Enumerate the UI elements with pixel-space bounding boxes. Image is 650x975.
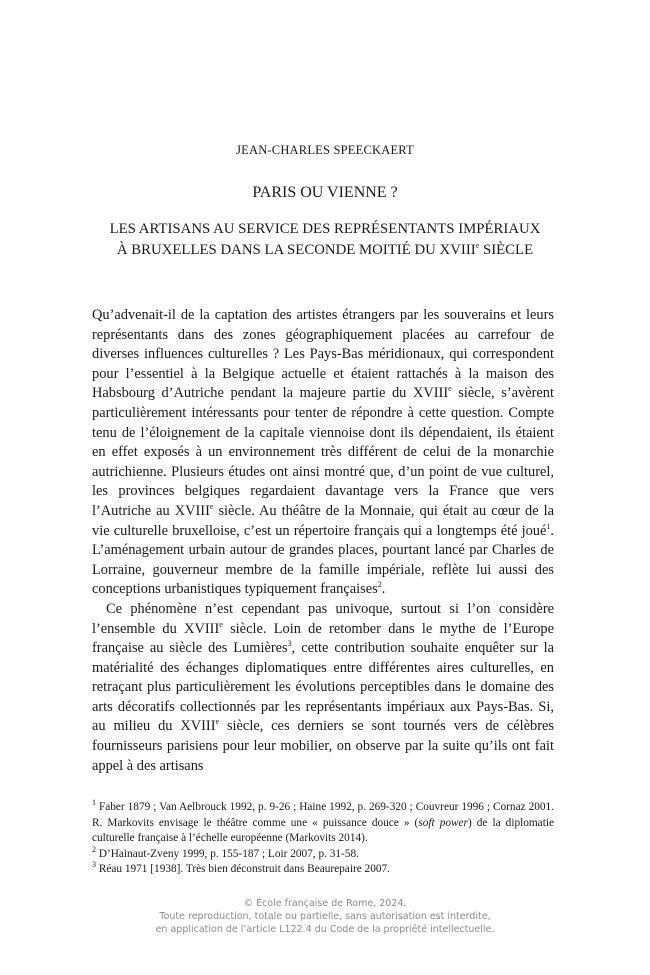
footnote-ref-2[interactable]: 2: [377, 580, 382, 590]
p2-text-b: siècle. Loin de retomber dans le mythe de l’Europe française au siècle des Lumières: [92, 620, 554, 657]
footnote-1-text-b: ) de la diplomatie culturelle française à l’échelle européenne (Markovits 2014).: [92, 816, 554, 844]
copyright-line-1: © École française de Rome, 2024.: [243, 898, 407, 909]
p2-text-c: , cette contribution souhaite enquêter sur la matérialité des échanges diplomatiques entre différentes aires culturelles, en retraçant plus particulièrement les évolutions perceptibles dans le domaine des arts décoratifs collectionnés par les représentants impériaux aux Pays-Bas. Si, au milieu du XVIII: [92, 640, 555, 735]
footnote-2: [92, 844, 554, 863]
p2-sup-b: e: [215, 717, 220, 727]
copyright-line-3: en application de l’article L122.4 du Code de la propriété intellectuelle.: [155, 924, 495, 935]
p2-text-a: Ce phénomène n’est cependant pas univoque, surtout si l’on considère l’ensemble du XVIII: [92, 600, 554, 637]
footnote-1-number: 1: [92, 798, 96, 808]
p1-sup-a: e: [448, 384, 452, 394]
paragraph-1: [92, 306, 554, 600]
footnote-ref-3[interactable]: 3: [287, 639, 292, 649]
footnote-3-number: 3: [92, 860, 96, 870]
footnote-2-number: 2: [92, 844, 96, 854]
article-title: PARIS OU VIENNE ?: [252, 184, 398, 201]
p1-text-e: .: [381, 581, 386, 598]
subtitle-line-2-end: SIÈCLE: [479, 242, 534, 258]
p2-sup-a: e: [219, 619, 223, 629]
footnote-3-text: Réau 1971 [1938]. Très bien déconstruit dans Beaurepaire 2007.: [96, 863, 390, 875]
subtitle-line-2-text: À BRUXELLES DANS LA SECONDE MOITIÉ DU XVIII: [116, 242, 476, 258]
p2-text-d: siècle, ces derniers se sont tournés vers de célèbres fournisseurs parisiens pour leur mobilier, on observe par la suite qu’ils ont fait appel à des artisans: [92, 718, 554, 774]
paragraph-2: [92, 600, 554, 776]
subtitle-line-1: LES ARTISANS AU SERVICE DES REPRÉSENTANTS IMPÉRIAUX: [109, 221, 541, 237]
article-subtitle: [0, 219, 650, 261]
p1-text-c: siècle. Au théâtre de la Monnaie, qui était au cœur de la vie culturelle bruxelloise, c’est un répertoire français qui a longtemps été joué: [92, 502, 554, 539]
footnote-1-italic: soft power: [418, 816, 468, 829]
p1-text-b: siècle, s’avèrent particulièrement intéressants pour tenter de répondre à cette question. Compte tenu de l’éloignement de la capitale viennoise dont ils dépendaient, ils étaient en effet exposés à un environnement très différent de celui de la monarchie autrichienne. Plusieurs études ont ainsi montré que, d’un point de vue culturel, les provinces belgiques regardaient davantage vers la France que vers l’Autriche au XVIII: [92, 385, 554, 519]
footnote-2-text: D’Hainaut-Zveny 1999, p. 155-187 ; Loir 2007, p. 31-58.: [96, 847, 359, 860]
footnote-1: [92, 800, 554, 847]
subtitle-line-2: [0, 240, 650, 261]
copyright-footer: [0, 897, 650, 936]
footnote-3: [92, 862, 554, 878]
copyright-line-2: Toute reproduction, totale ou partielle, sans autorisation est interdite,: [159, 911, 491, 922]
author-name: JEAN-CHARLES SPEECKAERT: [236, 143, 414, 157]
footnote-1-text-a: Faber 1879 ; Van Aelbrouck 1992, p. 9-26 ; Haine 1992, p. 269-320 ; Couvreur 1996 ; Cornaz 2001. R. Markovits envisage le théâtre comme une « puissance douce » (: [92, 801, 554, 829]
article-body: [92, 306, 554, 776]
p1-sup-b: e: [209, 502, 214, 512]
footnotes: [92, 800, 554, 878]
footnote-ref-1[interactable]: 1: [546, 521, 551, 531]
subtitle-superscript: e: [475, 241, 480, 251]
p1-text-d: . L’aménagement urbain autour de grandes places, pourtant lancé par Charles de Lorraine, gouverneur membre de la famille impériale, reflète lui aussi des conceptions urbanistiques typiquement françaises: [92, 522, 554, 598]
p1-text-a: Qu’advenait-il de la captation des artistes étrangers par les souverains et leurs représentants dans des zones géographiquement placées au carrefour de diverses influences culturelles ? Les Pays-Bas méridionaux, qui correspondent pour l’essentiel à la Belgique actuelle et étaient rattachés à la maison des Habsbourg d’Autriche pendant la majeure partie du XVIII: [92, 307, 554, 402]
